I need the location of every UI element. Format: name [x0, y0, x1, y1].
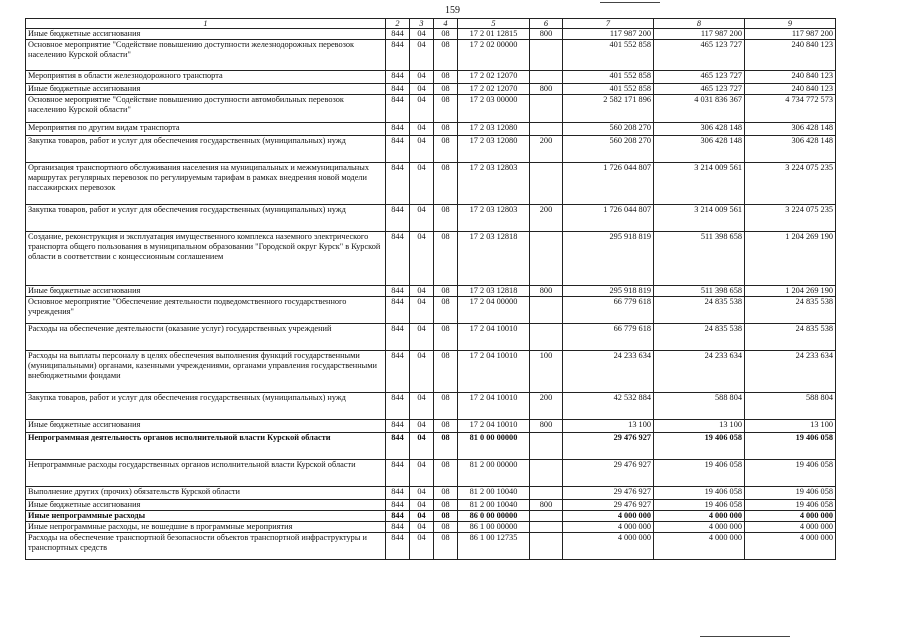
subsection-code-cell: 08 [434, 286, 458, 297]
amount-col-7-cell: 401 552 858 [563, 71, 654, 84]
column-number: 4 [434, 19, 458, 29]
amount-col-8-cell: 24 835 538 [654, 324, 745, 351]
expense-type-cell: 800 [530, 286, 563, 297]
amount-col-8-cell: 3 214 009 561 [654, 163, 745, 205]
ministry-code-cell: 844 [386, 420, 410, 433]
amount-col-8-cell: 465 123 727 [654, 84, 745, 95]
ministry-code-cell: 844 [386, 487, 410, 500]
section-code-cell: 04 [410, 533, 434, 560]
target-article-cell: 17 2 03 12803 [458, 205, 530, 232]
expense-type-cell [530, 433, 563, 460]
section-code-cell: 04 [410, 232, 434, 286]
ministry-code-cell: 844 [386, 136, 410, 163]
ministry-code-cell: 844 [386, 123, 410, 136]
amount-col-9-cell: 19 406 058 [745, 460, 836, 487]
expense-type-cell: 200 [530, 136, 563, 163]
target-article-cell: 17 2 03 12803 [458, 163, 530, 205]
subsection-code-cell: 08 [434, 205, 458, 232]
amount-col-7-cell: 4 000 000 [563, 511, 654, 522]
amount-col-8-cell: 511 398 658 [654, 286, 745, 297]
ministry-code-cell: 844 [386, 71, 410, 84]
amount-col-9-cell: 3 224 075 235 [745, 163, 836, 205]
subsection-code-cell: 08 [434, 84, 458, 95]
row-name-cell: Расходы на обеспечение транспортной безопасности объектов транспортной инфраструктуры и транспортных средств [26, 533, 386, 560]
expense-type-cell [530, 123, 563, 136]
amount-col-9-cell: 4 734 772 573 [745, 95, 836, 123]
amount-col-9-cell: 240 840 123 [745, 84, 836, 95]
amount-col-7-cell: 117 987 200 [563, 29, 654, 40]
row-name-cell: Непрограммная деятельность органов исполнительной власти Курской области [26, 433, 386, 460]
row-name-cell: Мероприятия в области железнодорожного транспорта [26, 71, 386, 84]
expense-type-cell [530, 511, 563, 522]
table-body [26, 19, 836, 560]
target-article-cell: 17 2 04 10010 [458, 393, 530, 420]
row-name-cell: Основное мероприятие "Обеспечение деятельности подведомственного государственного учреждения" [26, 297, 386, 324]
amount-col-9-cell: 117 987 200 [745, 29, 836, 40]
subsection-code-cell: 08 [434, 40, 458, 71]
target-article-cell: 81 2 00 10040 [458, 487, 530, 500]
ministry-code-cell: 844 [386, 205, 410, 232]
section-code-cell: 04 [410, 500, 434, 511]
bottom-edge-mark [700, 636, 790, 637]
row-name-cell: Иные бюджетные ассигнования [26, 286, 386, 297]
amount-col-8-cell: 465 123 727 [654, 40, 745, 71]
target-article-cell: 17 2 03 00000 [458, 95, 530, 123]
expense-type-cell: 800 [530, 84, 563, 95]
subsection-code-cell: 08 [434, 324, 458, 351]
subsection-code-cell: 08 [434, 123, 458, 136]
target-article-cell: 17 2 03 12080 [458, 136, 530, 163]
expense-type-cell [530, 40, 563, 71]
table-row [26, 533, 836, 560]
amount-col-7-cell: 66 779 618 [563, 297, 654, 324]
column-number: 2 [386, 19, 410, 29]
target-article-cell: 17 2 02 12070 [458, 71, 530, 84]
amount-col-7-cell: 560 208 270 [563, 123, 654, 136]
table-row [26, 84, 836, 95]
column-number: 9 [745, 19, 836, 29]
table-row [26, 460, 836, 487]
amount-col-9-cell: 306 428 148 [745, 123, 836, 136]
amount-col-7-cell: 295 918 819 [563, 232, 654, 286]
ministry-code-cell: 844 [386, 324, 410, 351]
target-article-cell: 17 2 03 12080 [458, 123, 530, 136]
amount-col-8-cell: 306 428 148 [654, 136, 745, 163]
target-article-cell: 17 2 02 00000 [458, 40, 530, 71]
expense-type-cell [530, 460, 563, 487]
table-row [26, 136, 836, 163]
amount-col-7-cell: 4 000 000 [563, 533, 654, 560]
table-row [26, 163, 836, 205]
table-row [26, 487, 836, 500]
target-article-cell: 17 2 01 12815 [458, 29, 530, 40]
column-number-row [26, 19, 836, 29]
target-article-cell: 17 2 04 10010 [458, 420, 530, 433]
target-article-cell: 86 1 00 00000 [458, 522, 530, 533]
ministry-code-cell: 844 [386, 460, 410, 487]
section-code-cell: 04 [410, 420, 434, 433]
row-name-cell: Иные бюджетные ассигнования [26, 84, 386, 95]
amount-col-8-cell: 19 406 058 [654, 433, 745, 460]
target-article-cell: 17 2 04 00000 [458, 297, 530, 324]
row-name-cell: Иные бюджетные ассигнования [26, 29, 386, 40]
section-code-cell: 04 [410, 84, 434, 95]
expense-type-cell [530, 297, 563, 324]
ministry-code-cell: 844 [386, 433, 410, 460]
amount-col-7-cell: 29 476 927 [563, 487, 654, 500]
table-row [26, 71, 836, 84]
target-article-cell: 17 2 04 10010 [458, 324, 530, 351]
target-article-cell: 17 2 03 12818 [458, 232, 530, 286]
amount-col-7-cell: 42 532 884 [563, 393, 654, 420]
amount-col-8-cell: 13 100 [654, 420, 745, 433]
subsection-code-cell: 08 [434, 393, 458, 420]
section-code-cell: 04 [410, 511, 434, 522]
amount-col-9-cell: 1 204 269 190 [745, 286, 836, 297]
amount-col-7-cell: 401 552 858 [563, 84, 654, 95]
subsection-code-cell: 08 [434, 420, 458, 433]
amount-col-7-cell: 66 779 618 [563, 324, 654, 351]
amount-col-8-cell: 19 406 058 [654, 500, 745, 511]
amount-col-8-cell: 511 398 658 [654, 232, 745, 286]
ministry-code-cell: 844 [386, 232, 410, 286]
page-number: 159 [445, 5, 460, 16]
row-name-cell: Мероприятия по другим видам транспорта [26, 123, 386, 136]
amount-col-9-cell: 13 100 [745, 420, 836, 433]
amount-col-8-cell: 588 804 [654, 393, 745, 420]
amount-col-7-cell: 13 100 [563, 420, 654, 433]
amount-col-7-cell: 560 208 270 [563, 136, 654, 163]
section-code-cell: 04 [410, 40, 434, 71]
target-article-cell: 86 1 00 12735 [458, 533, 530, 560]
subsection-code-cell: 08 [434, 136, 458, 163]
expense-type-cell: 800 [530, 29, 563, 40]
section-code-cell: 04 [410, 393, 434, 420]
row-name-cell: Создание, реконструкция и эксплуатация имущественного комплекса наземного электрического транспорта общего пользования в муниципальном образовании "Городской округ Курск" в Курской области в соответствии с концессионным соглашением [26, 232, 386, 286]
row-name-cell: Закупка товаров, работ и услуг для обеспечения государственных (муниципальных) нужд [26, 205, 386, 232]
section-code-cell: 04 [410, 324, 434, 351]
amount-col-9-cell: 1 204 269 190 [745, 232, 836, 286]
amount-col-7-cell: 29 476 927 [563, 500, 654, 511]
row-name-cell: Расходы на выплаты персоналу в целях обеспечения выполнения функций государственными (муниципальными) органами, казенными учреждениями, органами управления государственными внебюджетными фондами [26, 351, 386, 393]
table-row [26, 40, 836, 71]
section-code-cell: 04 [410, 522, 434, 533]
table-row [26, 433, 836, 460]
section-code-cell: 04 [410, 205, 434, 232]
column-number: 1 [26, 19, 386, 29]
target-article-cell: 86 0 00 00000 [458, 511, 530, 522]
expense-type-cell [530, 163, 563, 205]
target-article-cell: 81 2 00 10040 [458, 500, 530, 511]
expense-type-cell [530, 95, 563, 123]
section-code-cell: 04 [410, 460, 434, 487]
ministry-code-cell: 844 [386, 40, 410, 71]
amount-col-8-cell: 4 031 836 367 [654, 95, 745, 123]
column-number: 5 [458, 19, 530, 29]
table-row [26, 420, 836, 433]
expense-type-cell: 200 [530, 393, 563, 420]
amount-col-9-cell: 240 840 123 [745, 40, 836, 71]
column-number: 3 [410, 19, 434, 29]
row-name-cell: Иные бюджетные ассигнования [26, 500, 386, 511]
amount-col-7-cell: 4 000 000 [563, 522, 654, 533]
amount-col-9-cell: 4 000 000 [745, 522, 836, 533]
amount-col-7-cell: 1 726 044 807 [563, 163, 654, 205]
amount-col-7-cell: 401 552 858 [563, 40, 654, 71]
amount-col-9-cell: 240 840 123 [745, 71, 836, 84]
amount-col-9-cell: 19 406 058 [745, 433, 836, 460]
subsection-code-cell: 08 [434, 163, 458, 205]
expense-type-cell [530, 232, 563, 286]
amount-col-9-cell: 4 000 000 [745, 533, 836, 560]
amount-col-8-cell: 4 000 000 [654, 511, 745, 522]
subsection-code-cell: 08 [434, 460, 458, 487]
row-name-cell: Иные бюджетные ассигнования [26, 420, 386, 433]
table-row [26, 232, 836, 286]
budget-table [25, 18, 836, 560]
subsection-code-cell: 08 [434, 533, 458, 560]
amount-col-9-cell: 19 406 058 [745, 500, 836, 511]
amount-col-8-cell: 306 428 148 [654, 123, 745, 136]
row-name-cell: Организация транспортного обслуживания населения на муниципальных и межмуниципальных маршрутах регулярных перевозок по регулируемым тарифам в рамках внедрения новой модели пассажирских перевозок [26, 163, 386, 205]
table-row [26, 393, 836, 420]
row-name-cell: Непрограммные расходы государственных органов исполнительной власти Курской области [26, 460, 386, 487]
amount-col-9-cell: 306 428 148 [745, 136, 836, 163]
amount-col-9-cell: 24 233 634 [745, 351, 836, 393]
amount-col-8-cell: 24 835 538 [654, 297, 745, 324]
ministry-code-cell: 844 [386, 500, 410, 511]
target-article-cell: 17 2 03 12818 [458, 286, 530, 297]
target-article-cell: 81 2 00 00000 [458, 460, 530, 487]
table-row [26, 351, 836, 393]
subsection-code-cell: 08 [434, 71, 458, 84]
subsection-code-cell: 08 [434, 500, 458, 511]
table-row [26, 205, 836, 232]
expense-type-cell [530, 71, 563, 84]
table-row [26, 95, 836, 123]
ministry-code-cell: 844 [386, 533, 410, 560]
ministry-code-cell: 844 [386, 84, 410, 95]
subsection-code-cell: 08 [434, 487, 458, 500]
table-row [26, 324, 836, 351]
target-article-cell: 81 0 00 00000 [458, 433, 530, 460]
section-code-cell: 04 [410, 286, 434, 297]
ministry-code-cell: 844 [386, 95, 410, 123]
row-name-cell: Основное мероприятие "Содействие повышению доступности железнодорожных перевозок населению Курской области" [26, 40, 386, 71]
amount-col-9-cell: 24 835 538 [745, 324, 836, 351]
subsection-code-cell: 08 [434, 351, 458, 393]
amount-col-7-cell: 1 726 044 807 [563, 205, 654, 232]
table-row [26, 123, 836, 136]
ministry-code-cell: 844 [386, 163, 410, 205]
row-name-cell: Основное мероприятие "Содействие повышению доступности автомобильных перевозок населению Курской области" [26, 95, 386, 123]
amount-col-8-cell: 19 406 058 [654, 460, 745, 487]
amount-col-8-cell: 465 123 727 [654, 71, 745, 84]
ministry-code-cell: 844 [386, 393, 410, 420]
subsection-code-cell: 08 [434, 29, 458, 40]
table-row [26, 286, 836, 297]
section-code-cell: 04 [410, 351, 434, 393]
expense-type-cell [530, 324, 563, 351]
section-code-cell: 04 [410, 433, 434, 460]
table-row [26, 500, 836, 511]
amount-col-8-cell: 4 000 000 [654, 533, 745, 560]
section-code-cell: 04 [410, 123, 434, 136]
amount-col-8-cell: 3 214 009 561 [654, 205, 745, 232]
row-name-cell: Расходы на обеспечение деятельности (оказание услуг) государственных учреждений [26, 324, 386, 351]
amount-col-8-cell: 117 987 200 [654, 29, 745, 40]
expense-type-cell: 800 [530, 500, 563, 511]
amount-col-9-cell: 4 000 000 [745, 511, 836, 522]
amount-col-9-cell: 24 835 538 [745, 297, 836, 324]
section-code-cell: 04 [410, 297, 434, 324]
table-row [26, 297, 836, 324]
ministry-code-cell: 844 [386, 522, 410, 533]
table-row [26, 511, 836, 522]
section-code-cell: 04 [410, 29, 434, 40]
amount-col-9-cell: 3 224 075 235 [745, 205, 836, 232]
expense-type-cell [530, 487, 563, 500]
row-name-cell: Иные непрограммные расходы, не вошедшие в программные мероприятия [26, 522, 386, 533]
amount-col-7-cell: 29 476 927 [563, 460, 654, 487]
table-row [26, 29, 836, 40]
target-article-cell: 17 2 02 12070 [458, 84, 530, 95]
expense-type-cell: 100 [530, 351, 563, 393]
amount-col-7-cell: 295 918 819 [563, 286, 654, 297]
subsection-code-cell: 08 [434, 433, 458, 460]
amount-col-7-cell: 29 476 927 [563, 433, 654, 460]
section-code-cell: 04 [410, 71, 434, 84]
ministry-code-cell: 844 [386, 29, 410, 40]
amount-col-7-cell: 2 582 171 896 [563, 95, 654, 123]
subsection-code-cell: 08 [434, 297, 458, 324]
row-name-cell: Выполнение других (прочих) обязательств Курской области [26, 487, 386, 500]
ministry-code-cell: 844 [386, 286, 410, 297]
column-number: 8 [654, 19, 745, 29]
row-name-cell: Иные непрограммные расходы [26, 511, 386, 522]
amount-col-8-cell: 24 233 634 [654, 351, 745, 393]
table-row [26, 522, 836, 533]
expense-type-cell [530, 533, 563, 560]
target-article-cell: 17 2 04 10010 [458, 351, 530, 393]
subsection-code-cell: 08 [434, 232, 458, 286]
section-code-cell: 04 [410, 163, 434, 205]
expense-type-cell: 800 [530, 420, 563, 433]
amount-col-7-cell: 24 233 634 [563, 351, 654, 393]
ministry-code-cell: 844 [386, 351, 410, 393]
expense-type-cell: 200 [530, 205, 563, 232]
row-name-cell: Закупка товаров, работ и услуг для обеспечения государственных (муниципальных) нужд [26, 393, 386, 420]
top-edge-mark [600, 2, 660, 3]
subsection-code-cell: 08 [434, 95, 458, 123]
ministry-code-cell: 844 [386, 511, 410, 522]
section-code-cell: 04 [410, 487, 434, 500]
row-name-cell: Закупка товаров, работ и услуг для обеспечения государственных (муниципальных) нужд [26, 136, 386, 163]
ministry-code-cell: 844 [386, 297, 410, 324]
amount-col-8-cell: 4 000 000 [654, 522, 745, 533]
subsection-code-cell: 08 [434, 522, 458, 533]
subsection-code-cell: 08 [434, 511, 458, 522]
amount-col-9-cell: 19 406 058 [745, 487, 836, 500]
column-number: 6 [530, 19, 563, 29]
column-number: 7 [563, 19, 654, 29]
amount-col-8-cell: 19 406 058 [654, 487, 745, 500]
section-code-cell: 04 [410, 136, 434, 163]
amount-col-9-cell: 588 804 [745, 393, 836, 420]
expense-type-cell [530, 522, 563, 533]
section-code-cell: 04 [410, 95, 434, 123]
